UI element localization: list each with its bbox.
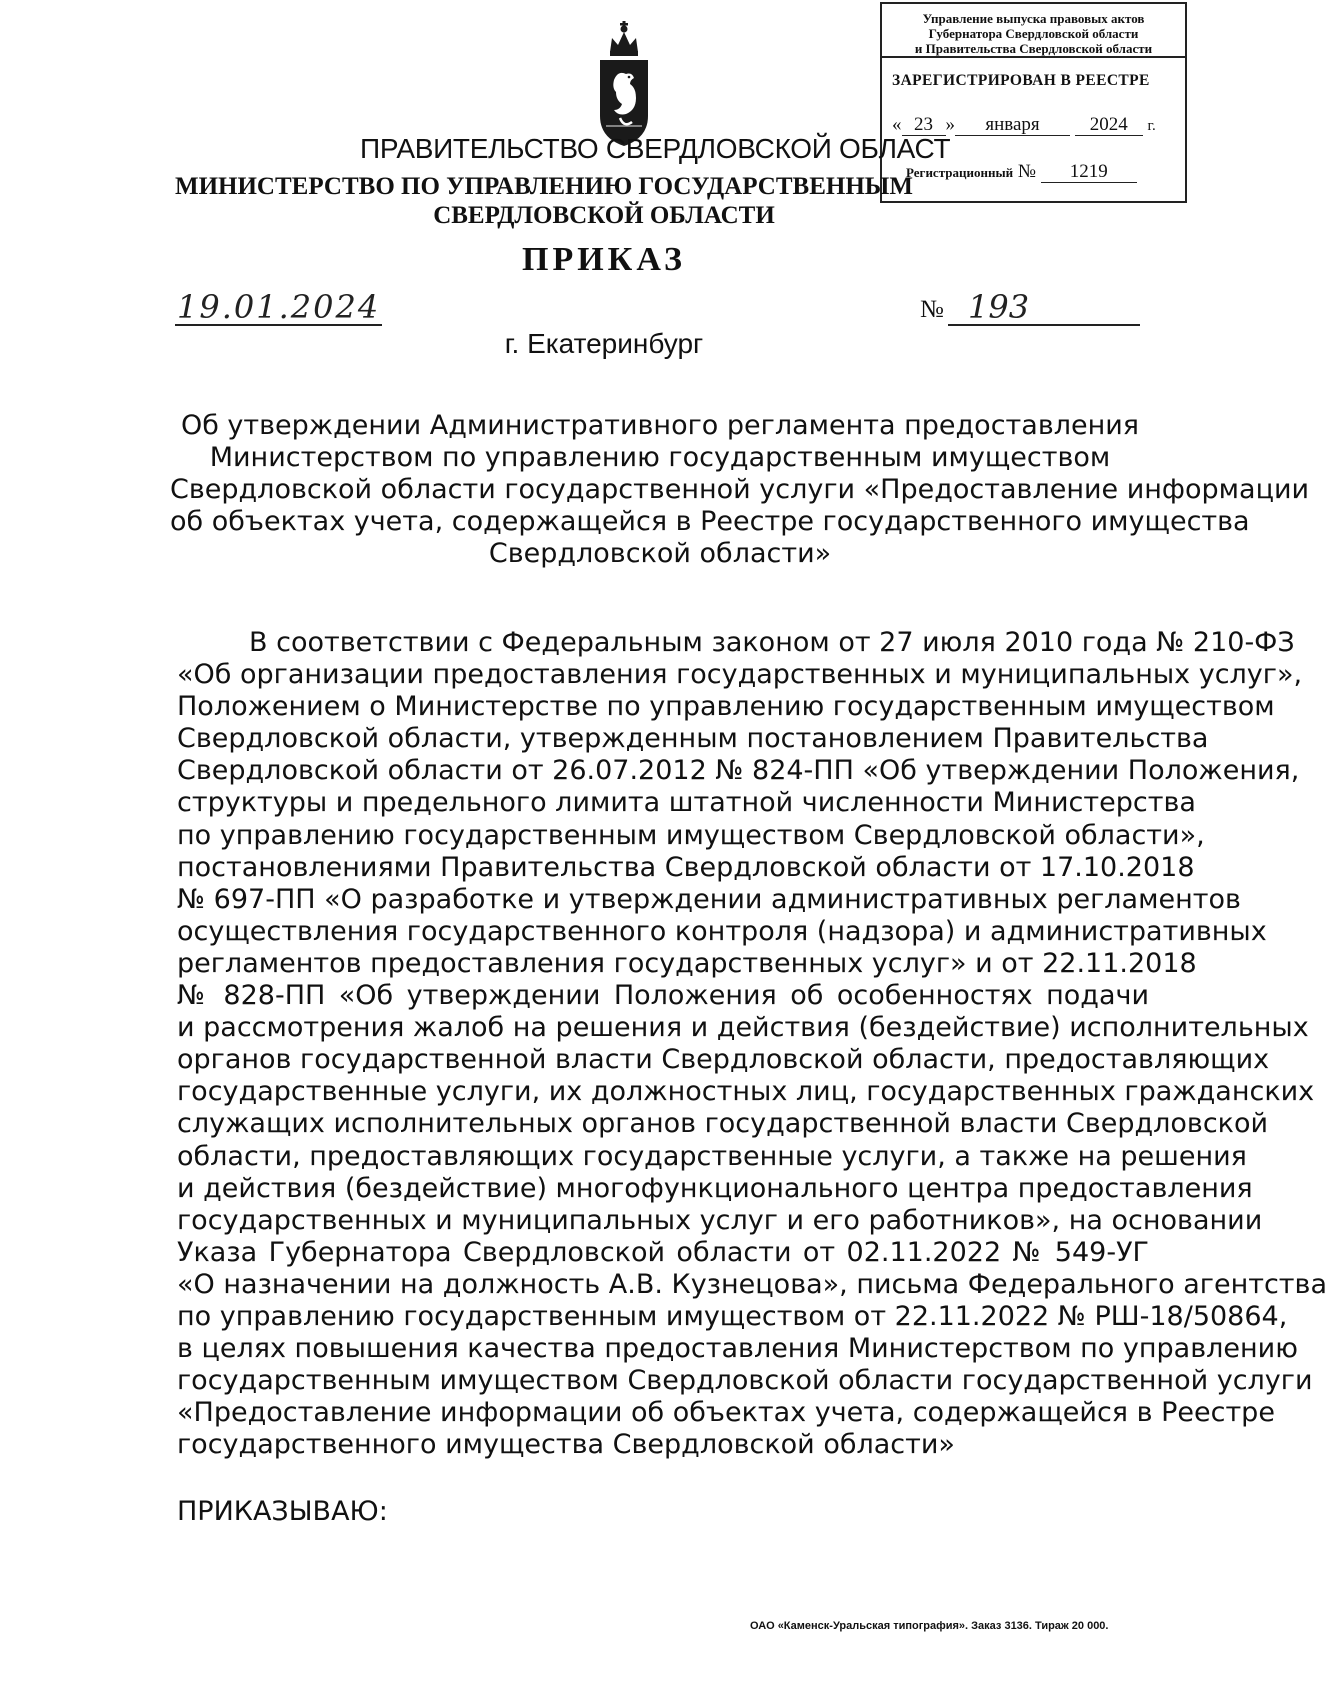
body-line: № 828-ПП «Об утверждении Положения об особенностях подачи: [177, 980, 1149, 1012]
body-line: Свердловской области от 26.07.2012 № 824-ПП «Об утверждении Положения,: [177, 755, 1300, 787]
stamp-org-line: Управление выпуска правовых актов: [922, 11, 1145, 26]
order-word: ПРИКАЗЫВАЮ:: [177, 1496, 388, 1527]
stamp-reg-number: 1219: [1041, 162, 1137, 183]
document-title: [170, 410, 1310, 570]
body-line: и рассмотрения жалоб на решения и действия (бездействие) исполнительных: [177, 1012, 1309, 1044]
handwritten-date: 19.01.2024: [177, 288, 381, 326]
body-line: и действия (бездействие) многофункционального центра предоставления: [177, 1172, 1253, 1204]
body-line: области, предоставляющих государственные услуги, а также на решения: [177, 1140, 1247, 1172]
document-type: ПРИКАЗ: [522, 241, 686, 278]
stamp-year: 2024: [1075, 115, 1143, 136]
body-line: Свердловской области, утвержденным постановлением Правительства: [177, 723, 1209, 755]
government-heading: ПРАВИТЕЛЬСТВО СВЕРДЛОВСКОЙ ОБЛАСТ: [360, 133, 951, 164]
stamp-quote: »: [945, 114, 955, 135]
body-line: Положением о Министерстве по управлению государственным имуществом: [177, 691, 1275, 723]
body-line: государственного имущества Свердловской области»: [177, 1429, 955, 1461]
body-line: «О назначении на должность А.В. Кузнецова», письма Федерального агентства: [177, 1268, 1327, 1300]
stamp-organization: [882, 4, 1185, 58]
registration-stamp: [880, 2, 1187, 203]
stamp-month: января: [955, 115, 1070, 136]
preamble-paragraph: [177, 627, 1327, 1461]
body-line: «Об организации предоставления государственных и муниципальных услуг»,: [177, 659, 1303, 691]
body-line: государственные услуги, их должностных лиц, государственных гражданских: [177, 1076, 1315, 1108]
ministry-heading: МИНИСТЕРСТВО ПО УПРАВЛЕНИЮ ГОСУДАРСТВЕННЫМ: [175, 173, 913, 200]
body-line: регламентов предоставления государственных услуг» и от 22.11.2018: [177, 947, 1197, 979]
body-line: в целях повышения качества предоставления Министерством по управлению: [177, 1333, 1298, 1365]
stamp-no-sign: №: [1017, 161, 1036, 182]
body-line: по управлению государственным имуществом от 22.11.2022 № РШ-18/50864,: [177, 1300, 1288, 1332]
stamp-org-line: Губернатора Свердловской области: [928, 26, 1139, 41]
title-line: Свердловской области»: [488, 538, 832, 569]
printer-footer: ОАО «Каменск-Уральская типография». Заказ 3136. Тираж 20 000.: [750, 1620, 1109, 1632]
body-line: структуры и предельного лимита штатной численности Министерства: [177, 787, 1196, 819]
title-line: Министерством по управлению государственным имуществом: [209, 442, 1111, 473]
handwritten-number: 193: [948, 290, 1140, 326]
ministry-heading-region: СВЕРДЛОВСКОЙ ОБЛАСТИ: [433, 202, 775, 229]
body-line: служащих исполнительных органов государственной власти Свердловской: [177, 1108, 1269, 1140]
title-line: Об утверждении Административного регламента предоставления: [180, 410, 1140, 441]
body-line: государственных и муниципальных услуг и его работников», на основании: [177, 1204, 1263, 1236]
stamp-org-line: и Правительства Свердловской области: [914, 41, 1153, 56]
body-line: постановлениями Правительства Свердловской области от 17.10.2018: [177, 851, 1195, 883]
body-line: Указа Губернатора Свердловской области от 02.11.2022 № 549-УГ: [177, 1236, 1149, 1268]
city: г. Екатеринбург: [504, 328, 704, 359]
body-line: «Предоставление информации об объектах учета, содержащейся в Реестре: [177, 1397, 1275, 1429]
stamp-reg-label: Регистрационный: [906, 165, 1014, 180]
body-line: государственным имуществом Свердловской области государственной услуги: [177, 1365, 1313, 1397]
title-line: об объектах учета, содержащейся в Реестре государственного имущества: [170, 506, 1250, 537]
body-line: по управлению государственным имуществом Свердловской области»,: [177, 819, 1205, 851]
stamp-day: 23: [902, 115, 946, 136]
body-line: № 697-ПП «О разработке и утверждении административных регламентов: [177, 883, 1241, 915]
stamp-quote: «: [892, 114, 902, 135]
body-line: осуществления государственного контроля (надзора) и административных: [177, 915, 1267, 947]
coat-of-arms-icon: [596, 18, 652, 148]
body-line: В соответствии с Федеральным законом от 27 июля 2010 года № 210-ФЗ: [249, 627, 1295, 658]
stamp-year-suffix: г.: [1147, 118, 1156, 134]
number-label: №: [920, 296, 944, 323]
title-line: Свердловской области государственной услуги «Предоставление информации: [170, 474, 1310, 505]
stamp-title: ЗАРЕГИСТРИРОВАН В РЕЕСТРЕ: [892, 72, 1150, 89]
body-line: органов государственной власти Свердловской области, предоставляющих: [177, 1044, 1270, 1076]
